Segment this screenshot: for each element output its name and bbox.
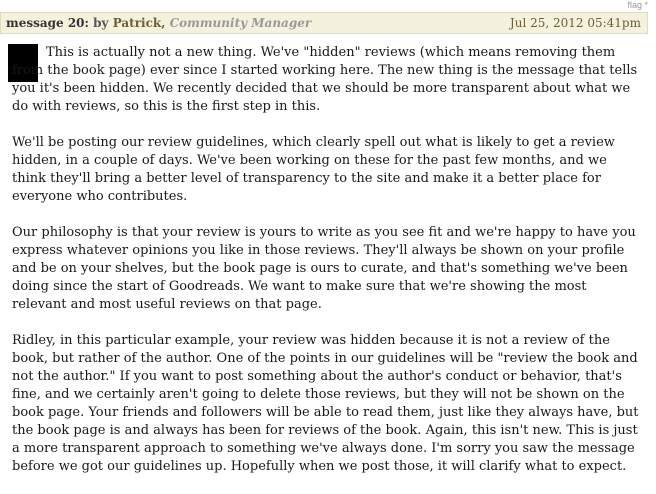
message-body xyxy=(12,44,640,494)
author-role: Community Manager xyxy=(169,16,312,30)
message-number-line xyxy=(6,13,311,33)
message-paragraph: Our philosophy is that your review is yours to write as you see fit and we're happy to have you express whatever opinions you like in those reviews. They'll always be shown on your profile and be on your shelves, but the book page is ours to curate, and that's something we've been doing since the start of Goodreads. We want to make sure that we're showing the most relevant and most useful reviews on that page. xyxy=(12,225,636,312)
message-paragraph: We'll be posting our review guidelines, which clearly spell out what is likely to get a review hidden, in a couple of days. We've been working on these for the past few months, and we think they'll bring a better level of transparency to the site and make it a better place for everyone who contributes. xyxy=(12,135,615,204)
message-paragraph: This is actually not a new thing. We've "hidden" reviews (which means removing them from the book page) ever since I started working here. The new thing is the message that tells you it's been hidden. We recently decided that we should be more transparent about what we do with reviews, so this is the first step in this. xyxy=(12,45,638,114)
message-date-link[interactable]: Jul 25, 2012 05:41pm xyxy=(509,16,641,30)
author-link[interactable]: Patrick xyxy=(112,16,162,30)
flag-link[interactable]: flag * xyxy=(627,0,648,10)
message-header xyxy=(0,12,648,34)
by-label: by xyxy=(93,16,109,30)
message-paragraph: Ridley, in this particular example, your review was hidden because it is not a review of the book, but rather of the author. One of the points in our guidelines will be "review the book and not the author." If you want to post something about the author's conduct or behavior, that's fine, and we certainly aren't going to delete those reviews, but they will not be shown on the book page. Your friends and followers will be able to read them, just like they always have, but the book page is and always has been for reviews of the book. Again, this isn't new. This is just a more transparent approach to something we've always done. I'm sorry you saw the message before we got our guidelines up. Hopefully when we post those, it will clarify what to expect. xyxy=(12,333,639,474)
author-separator: , xyxy=(161,16,166,30)
message-number: message 20: xyxy=(6,16,89,30)
